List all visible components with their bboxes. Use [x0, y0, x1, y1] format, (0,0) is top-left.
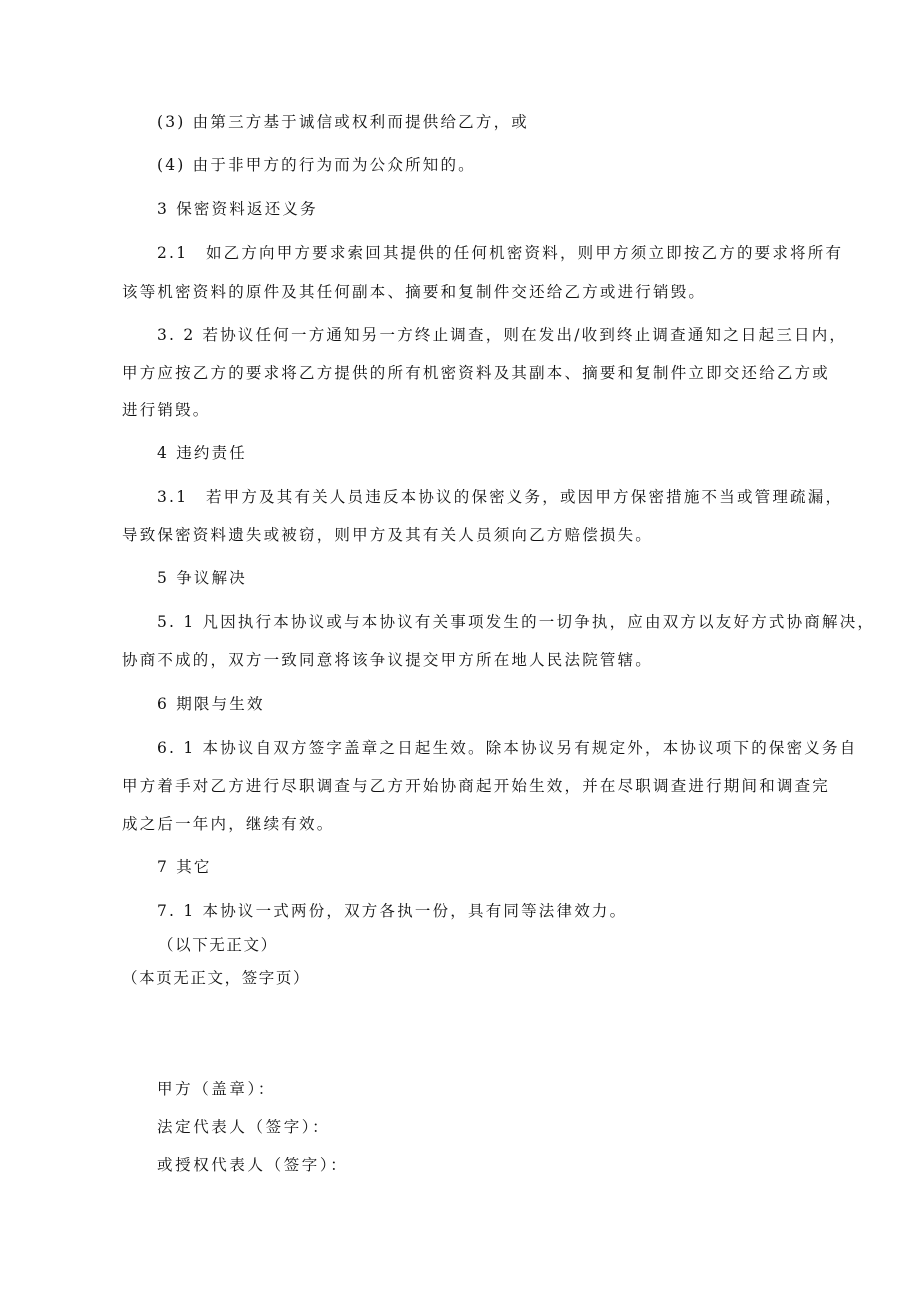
- clause-3-1-line-2: 导致保密资料遗失或被窃，则甲方及其有关人员须向乙方赔偿损失。: [122, 526, 654, 544]
- legal-representative-label: 法定代表人（签字）：: [157, 1118, 331, 1136]
- section-heading-5: 5 争议解决: [157, 569, 247, 587]
- clause-6-1-line-3: 成之后一年内，继续有效。: [122, 815, 335, 833]
- section-heading-7: 7 其它: [157, 858, 212, 876]
- party-a-seal-label: 甲方（盖章）：: [157, 1080, 276, 1098]
- clause-3-2-line-1: 3. 2 若协议任何一方通知另一方终止调查，则在发出/收到终止调查通知之日起三日内，: [157, 326, 848, 344]
- clause-3-2-line-2: 甲方应按乙方的要求将乙方提供的所有机密资料及其副本、摘要和复制件立即交还给乙方或: [122, 364, 831, 382]
- clause-3-1-line-1: 3.1 若甲方及其有关人员违反本协议的保密义务，或因甲方保密措施不当或管理疏漏，: [157, 488, 844, 506]
- authorized-representative-label: 或授权代表人（签字）：: [157, 1156, 349, 1174]
- clause-item-3: (3) 由第三方基于诚信或权利而提供给乙方，或: [157, 113, 529, 131]
- clause-item-4: (4) 由于非甲方的行为而为公众所知的。: [157, 156, 476, 174]
- clause-5-1-line-1: 5. 1 凡因执行本协议或与本协议有关事项发生的一切争执，应由双方以友好方式协商解决，: [157, 613, 876, 631]
- clause-7-1: 7. 1 本协议一式两份，双方各执一份，具有同等法律效力。: [157, 902, 628, 920]
- section-heading-6: 6 期限与生效: [157, 695, 265, 713]
- clause-6-1-line-2: 甲方着手对乙方进行尽职调查与乙方开始协商起开始生效，并在尽职调查进行期间和调查完: [122, 777, 831, 795]
- clause-6-1-line-1: 6. 1 本协议自双方签字盖章之日起生效。除本协议另有规定外，本协议项下的保密义务自: [157, 739, 858, 757]
- clause-5-1-line-2: 协商不成的，双方一致同意将该争议提交甲方所在地人民法院管辖。: [122, 651, 654, 669]
- section-heading-3: 3 保密资料返还义务: [157, 200, 318, 218]
- clause-3-2-line-3: 进行销毁。: [122, 401, 211, 419]
- clause-2-1-line-1: 2.1 如乙方向甲方要求索回其提供的任何机密资料，则甲方须立即按乙方的要求将所有: [157, 244, 844, 262]
- signature-page-note: （本页无正文，签字页）: [122, 969, 311, 987]
- no-further-text-note: （以下无正文）: [158, 936, 278, 954]
- section-heading-4: 4 违约责任: [157, 444, 247, 462]
- clause-2-1-line-2: 该等机密资料的原件及其任何副本、摘要和复制件交还给乙方或进行销毁。: [122, 283, 707, 301]
